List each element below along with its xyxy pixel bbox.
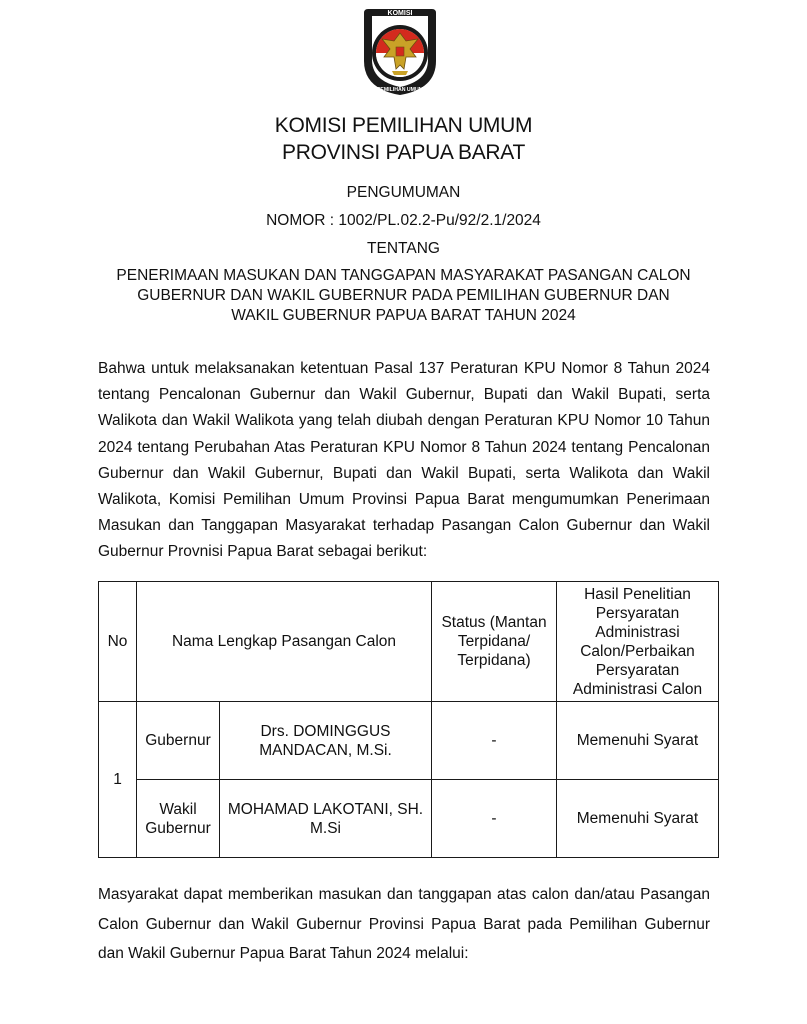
subject-line-3: WAKIL GUBERNUR PAPUA BARAT TAHUN 2024 <box>231 307 576 324</box>
intro-paragraph: Bahwa untuk melaksanakan ketentuan Pasal 137 Peraturan KPU Nomor 8 Tahun 2024 tentang Pencalonan Gubernur dan Wakil Gubernur, Bupati dan Wakil Bupati, serta Walikota dan Wakil Walikota yang telah diubah dengan Peraturan KPU Nomor 10 Tahun 2024 tentang Perubahan Atas Peraturan KPU Nomor 8 Tahun 2024 tentang Pencalonan Gubernur dan Wakil Gubernur, Bupati dan Wakil Bupati, serta Walikota dan Wakil Walikota, Komisi Pemilihan Umum Provinsi Papua Barat mengumumkan Penerimaan Masukan dan Tanggapan Masyarakat terhadap Pasangan Calon Gubernur dan Wakil Gubernur Provnisi Papua Barat sebagai berikut: <box>98 360 710 561</box>
header-status: Status (Mantan Terpidana/ Terpidana) <box>432 582 557 702</box>
subject-line-1: PENERIMAAN MASUKAN DAN TANGGAPAN MASYARAKAT PASANGAN CALON <box>116 267 691 284</box>
org-name-line2: PROVINSI PAPUA BARAT <box>282 141 525 164</box>
table-row <box>99 780 719 858</box>
header-no: No <box>99 582 137 702</box>
doc-subject <box>95 266 712 326</box>
logo-text-top: KOMISI <box>387 10 413 17</box>
org-name-line1: KOMISI PEMILIHAN UMUM <box>274 114 533 137</box>
candidate-name: MOHAMAD LAKOTANI, SH. M.Si <box>220 780 432 858</box>
doc-type: PENGUMUMAN <box>346 184 461 201</box>
subject-line-2: GUBERNUR DAN WAKIL GUBERNUR PADA PEMILIHAN GUBERNUR DAN <box>137 287 670 304</box>
candidate-result: Memenuhi Syarat <box>557 702 719 780</box>
candidate-role: Wakil Gubernur <box>137 780 220 858</box>
header-result: Hasil Penelitian Persyaratan Administrasi Calon/Perbaikan Persyaratan Administrasi Calon <box>557 582 719 702</box>
candidate-role: Gubernur <box>137 702 220 780</box>
doc-number: NOMOR : 1002/PL.02.2-Pu/92/2.1/2024 <box>266 212 541 229</box>
table-header-row <box>99 582 719 702</box>
candidate-name: Drs. DOMINGGUS MANDACAN, M.Si. <box>220 702 432 780</box>
closing-paragraph: Masyarakat dapat memberikan masukan dan tanggapan atas calon dan/atau Pasangan Calon Gubernur dan Wakil Gubernur Provinsi Papua Barat pada Pemilihan Gubernur dan Wakil Gubernur Papua Barat Tahun 2024 melalui: <box>98 886 710 962</box>
candidate-table <box>98 581 719 858</box>
pair-number: 1 <box>99 702 137 858</box>
header-name: Nama Lengkap Pasangan Calon <box>137 582 432 702</box>
table-row <box>99 702 719 780</box>
candidate-status: - <box>432 780 557 858</box>
logo-text-bottom: PEMILIHAN UMUM <box>376 87 424 93</box>
candidate-result: Memenuhi Syarat <box>557 780 719 858</box>
candidate-status: - <box>432 702 557 780</box>
doc-about: TENTANG <box>367 240 440 257</box>
kpu-logo <box>360 5 440 97</box>
